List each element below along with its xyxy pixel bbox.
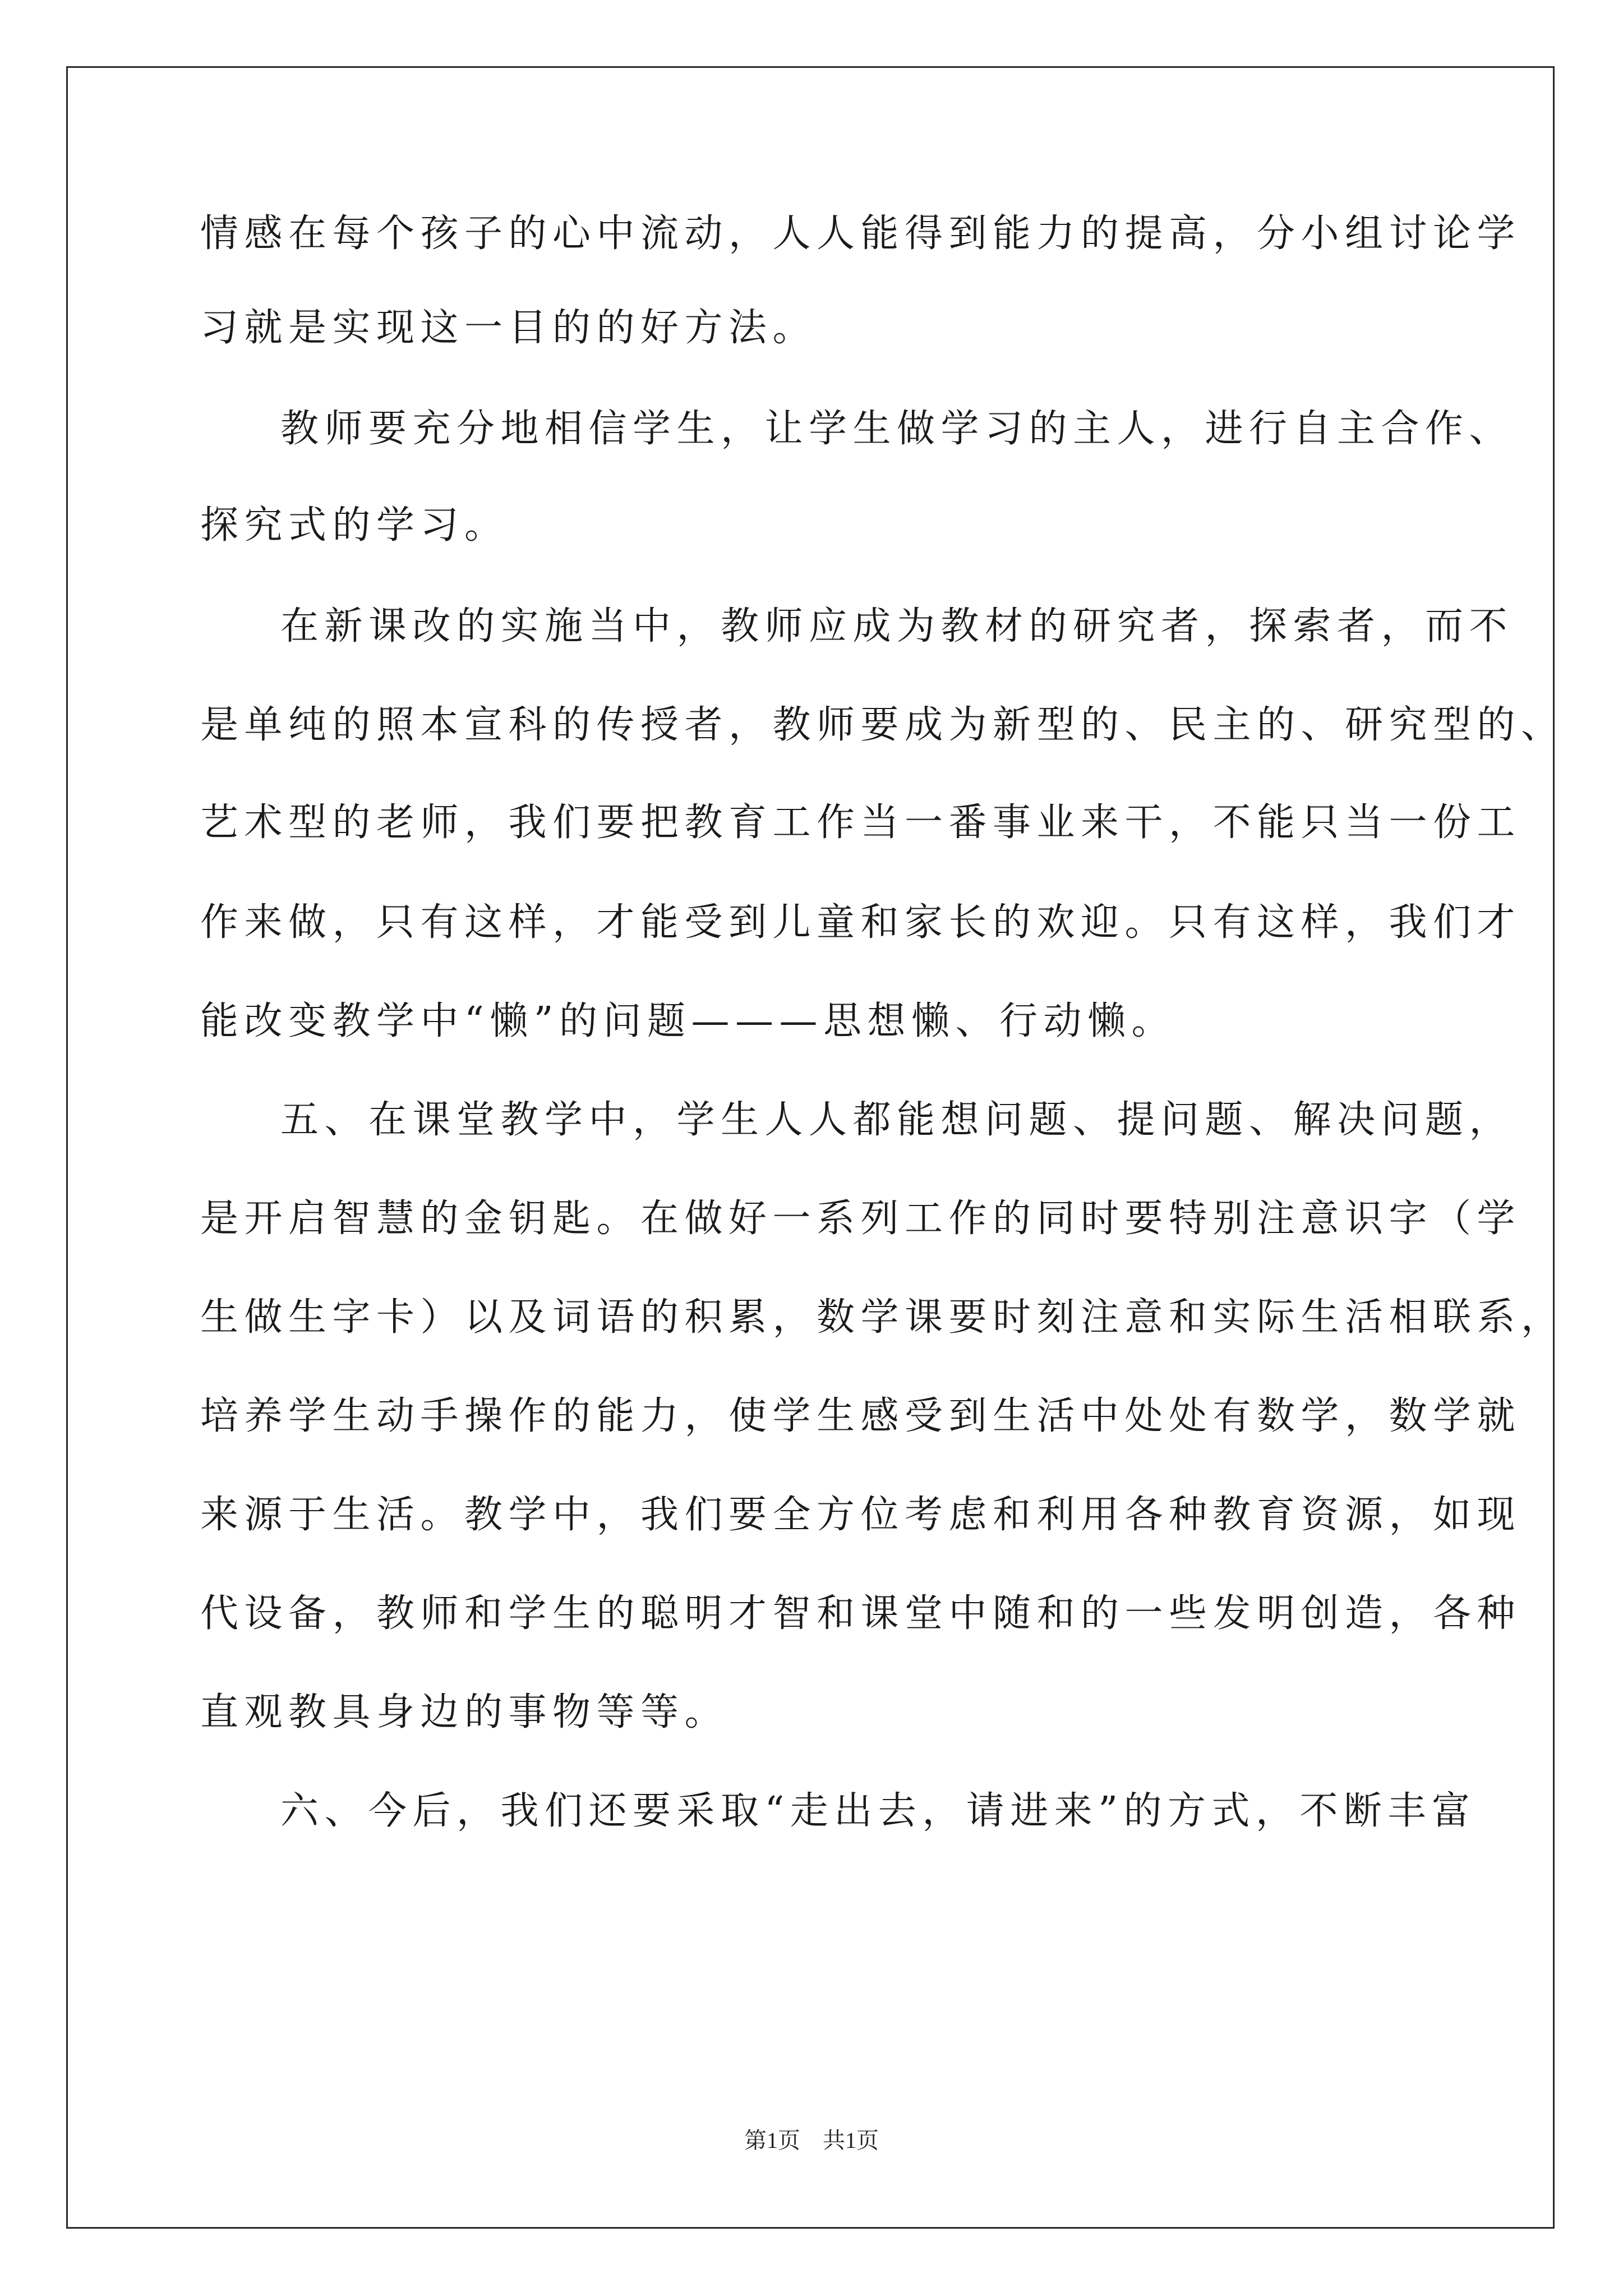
- text-line: 代设备，教师和学生的聪明才智和课堂中随和的一些发明创造，各种: [200, 1591, 1521, 1636]
- text-line: 习就是实现这一目的的好方法。: [200, 306, 817, 350]
- text-line: 直观教具身边的事物等等。: [200, 1690, 729, 1734]
- page-border: [66, 66, 1555, 2229]
- text-line: 来源于生活。教学中，我们要全方位考虑和利用各种教育资源，如现: [200, 1493, 1521, 1537]
- page-footer: [0, 2125, 1623, 2156]
- page-total: 共1页: [823, 2128, 879, 2153]
- paragraph-first-line: 五、在课堂教学中，学生人人都能想问题、提问题、解决问题，: [280, 1098, 1514, 1142]
- paragraph-first-line: 在新课改的实施当中，教师应成为教材的研究者，探索者，而不: [280, 604, 1514, 648]
- paragraph-first-line: 六、今后，我们还要采取“走出去，请进来”的方式，不断丰富: [280, 1789, 1476, 1833]
- text-line: 是单纯的照本宣科的传授者，教师要成为新型的、民主的、研究型的、: [200, 703, 1565, 747]
- text-line: 情感在每个孩子的心中流动，人人能得到能力的提高，分小组讨论学: [200, 211, 1521, 256]
- page-number: 第1页: [744, 2128, 800, 2153]
- paragraph-first-line: 教师要充分地相信学生，让学生做学习的主人，进行自主合作、: [280, 407, 1514, 451]
- text-line: 艺术型的老师，我们要把教育工作当一番事业来干，不能只当一份工: [200, 800, 1521, 845]
- text-line: 作来做，只有这样，才能受到儿童和家长的欢迎。只有这样，我们才: [200, 900, 1521, 945]
- text-line: 培养学生动手操作的能力，使学生感受到生活中处处有数学，数学就: [200, 1394, 1521, 1438]
- text-line: 能改变教学中“懒”的问题———思想懒、行动懒。: [200, 999, 1176, 1043]
- text-line: 探究式的学习。: [200, 503, 509, 547]
- text-line: 生做生字卡）以及词语的积累，数学课要时刻注意和实际生活相联系，: [200, 1295, 1565, 1340]
- text-line: 是开启智慧的金钥匙。在做好一系列工作的同时要特别注意识字（学: [200, 1197, 1521, 1241]
